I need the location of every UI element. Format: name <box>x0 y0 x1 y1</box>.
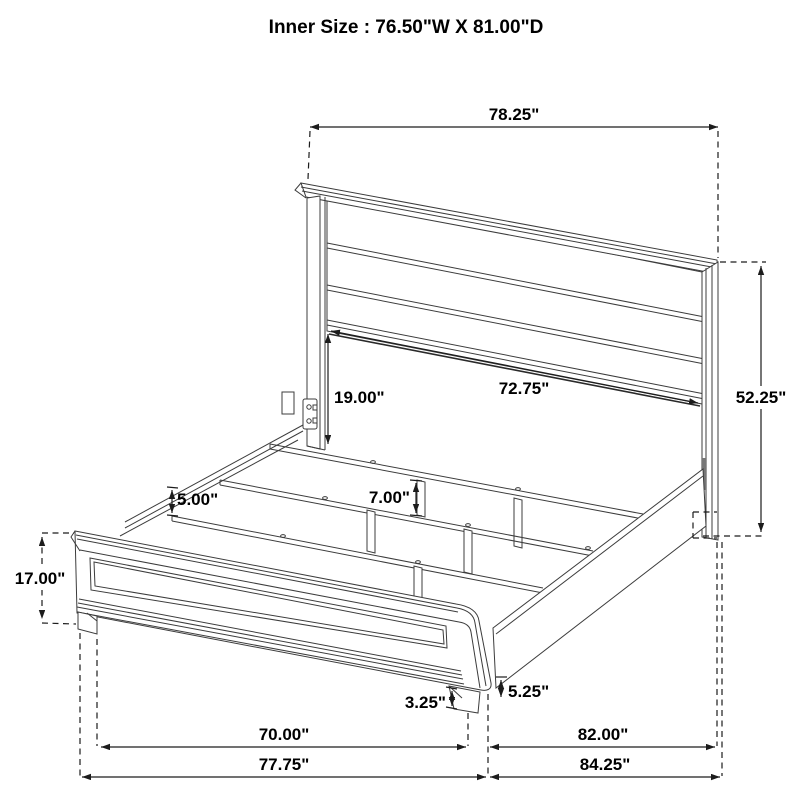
slat-support-leg <box>514 498 522 548</box>
rail-bracket-plate <box>282 392 294 414</box>
dim-headboard-leg-height: 19.00" <box>334 388 385 407</box>
dim-headboard-width: 78.25" <box>488 105 540 124</box>
footboard <box>71 531 491 713</box>
dim-headboard-height: 52.25" <box>735 388 787 407</box>
dim-footboard-width: 77.75" <box>258 755 310 774</box>
dim-side-rail-clearance: 5.25" <box>508 682 550 701</box>
slat-support-leg <box>464 529 472 574</box>
right-side-rail <box>493 469 717 688</box>
left-side-rail <box>120 392 317 536</box>
footboard-left-foot <box>78 612 97 634</box>
dim-overall-depth: 84.25" <box>579 755 631 774</box>
headboard <box>295 183 718 540</box>
dim-inner-depth: 82.00" <box>577 725 629 744</box>
dim-footboard-leg-height: 3.25" <box>404 693 446 712</box>
dim-slat-leg-height: 7.00" <box>368 488 410 507</box>
slat-support-leg <box>414 566 422 599</box>
slat-support-leg <box>417 480 425 517</box>
dim-footboard-height: 17.00" <box>14 569 66 588</box>
inner-size-title: Inner Size : 76.50"W X 81.00"D <box>268 17 544 38</box>
headboard-leg-bracket <box>303 399 317 429</box>
dim-footboard-inner-width: 70.00" <box>258 725 310 744</box>
dim-headboard-panel-width: 72.75" <box>498 379 550 398</box>
dim-slat-rail-height: 5.00" <box>177 490 219 509</box>
slat-support-leg <box>367 510 375 553</box>
